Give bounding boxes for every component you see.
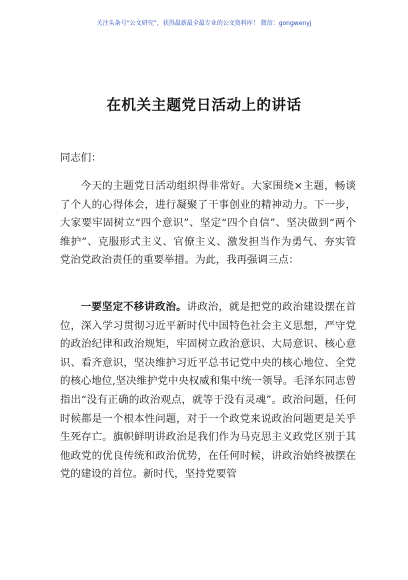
paragraph-1: 今天的主题党日活动组织得非常好。大家围绕×主题，畅谈了个人的心得体会，进行凝聚了干事创业的精神动力。下一步，大家要牢固树立“四个意识”、坚定“四个自信”、坚决做到“两个维护”、克服形式主义、官僚主义、激发担当作为勇气、夯实管党治党政治责任的重要举措。为此，我再强调三点： bbox=[60, 180, 356, 267]
paragraph-2 bbox=[60, 298, 356, 484]
paragraph-2-lead: 一要坚定不移讲政治。 bbox=[80, 301, 187, 313]
document-title: 在机关主题党日活动上的讲话 bbox=[106, 97, 302, 114]
salutation: 同志们： bbox=[60, 152, 102, 164]
header-promo-note: 关注头条号“公文研究”，获得最新最全最专业的公文资料库！ 微信：gongwenyj bbox=[96, 20, 312, 27]
paragraph-2-text: 讲政治，就是把党的政治建设摆在首位，深入学习贯彻习近平新时代中国特色社会主义思想，严守党的政治纪律和政治规矩，牢固树立政治意识、大局意识、核心意识、看齐意识，坚决维护习近平总书记党中央的核心地位、全党的核心地位,坚决维护党中央权威和集中统一领导。毛泽东同志曾指出“没有正确的政治观点，就等于没有灵魂”。政治问题，任何时候都是一个根本性问题，对于一个政党来说政治问题更是关乎生死存亡。旗帜鲜明讲政治是我们作为马克思主义政党区别于其他政党的优良传统和政治优势，在任何时候，讲政治始终被摆在党的建设的首位。新时代，坚持党要管 bbox=[60, 301, 357, 481]
